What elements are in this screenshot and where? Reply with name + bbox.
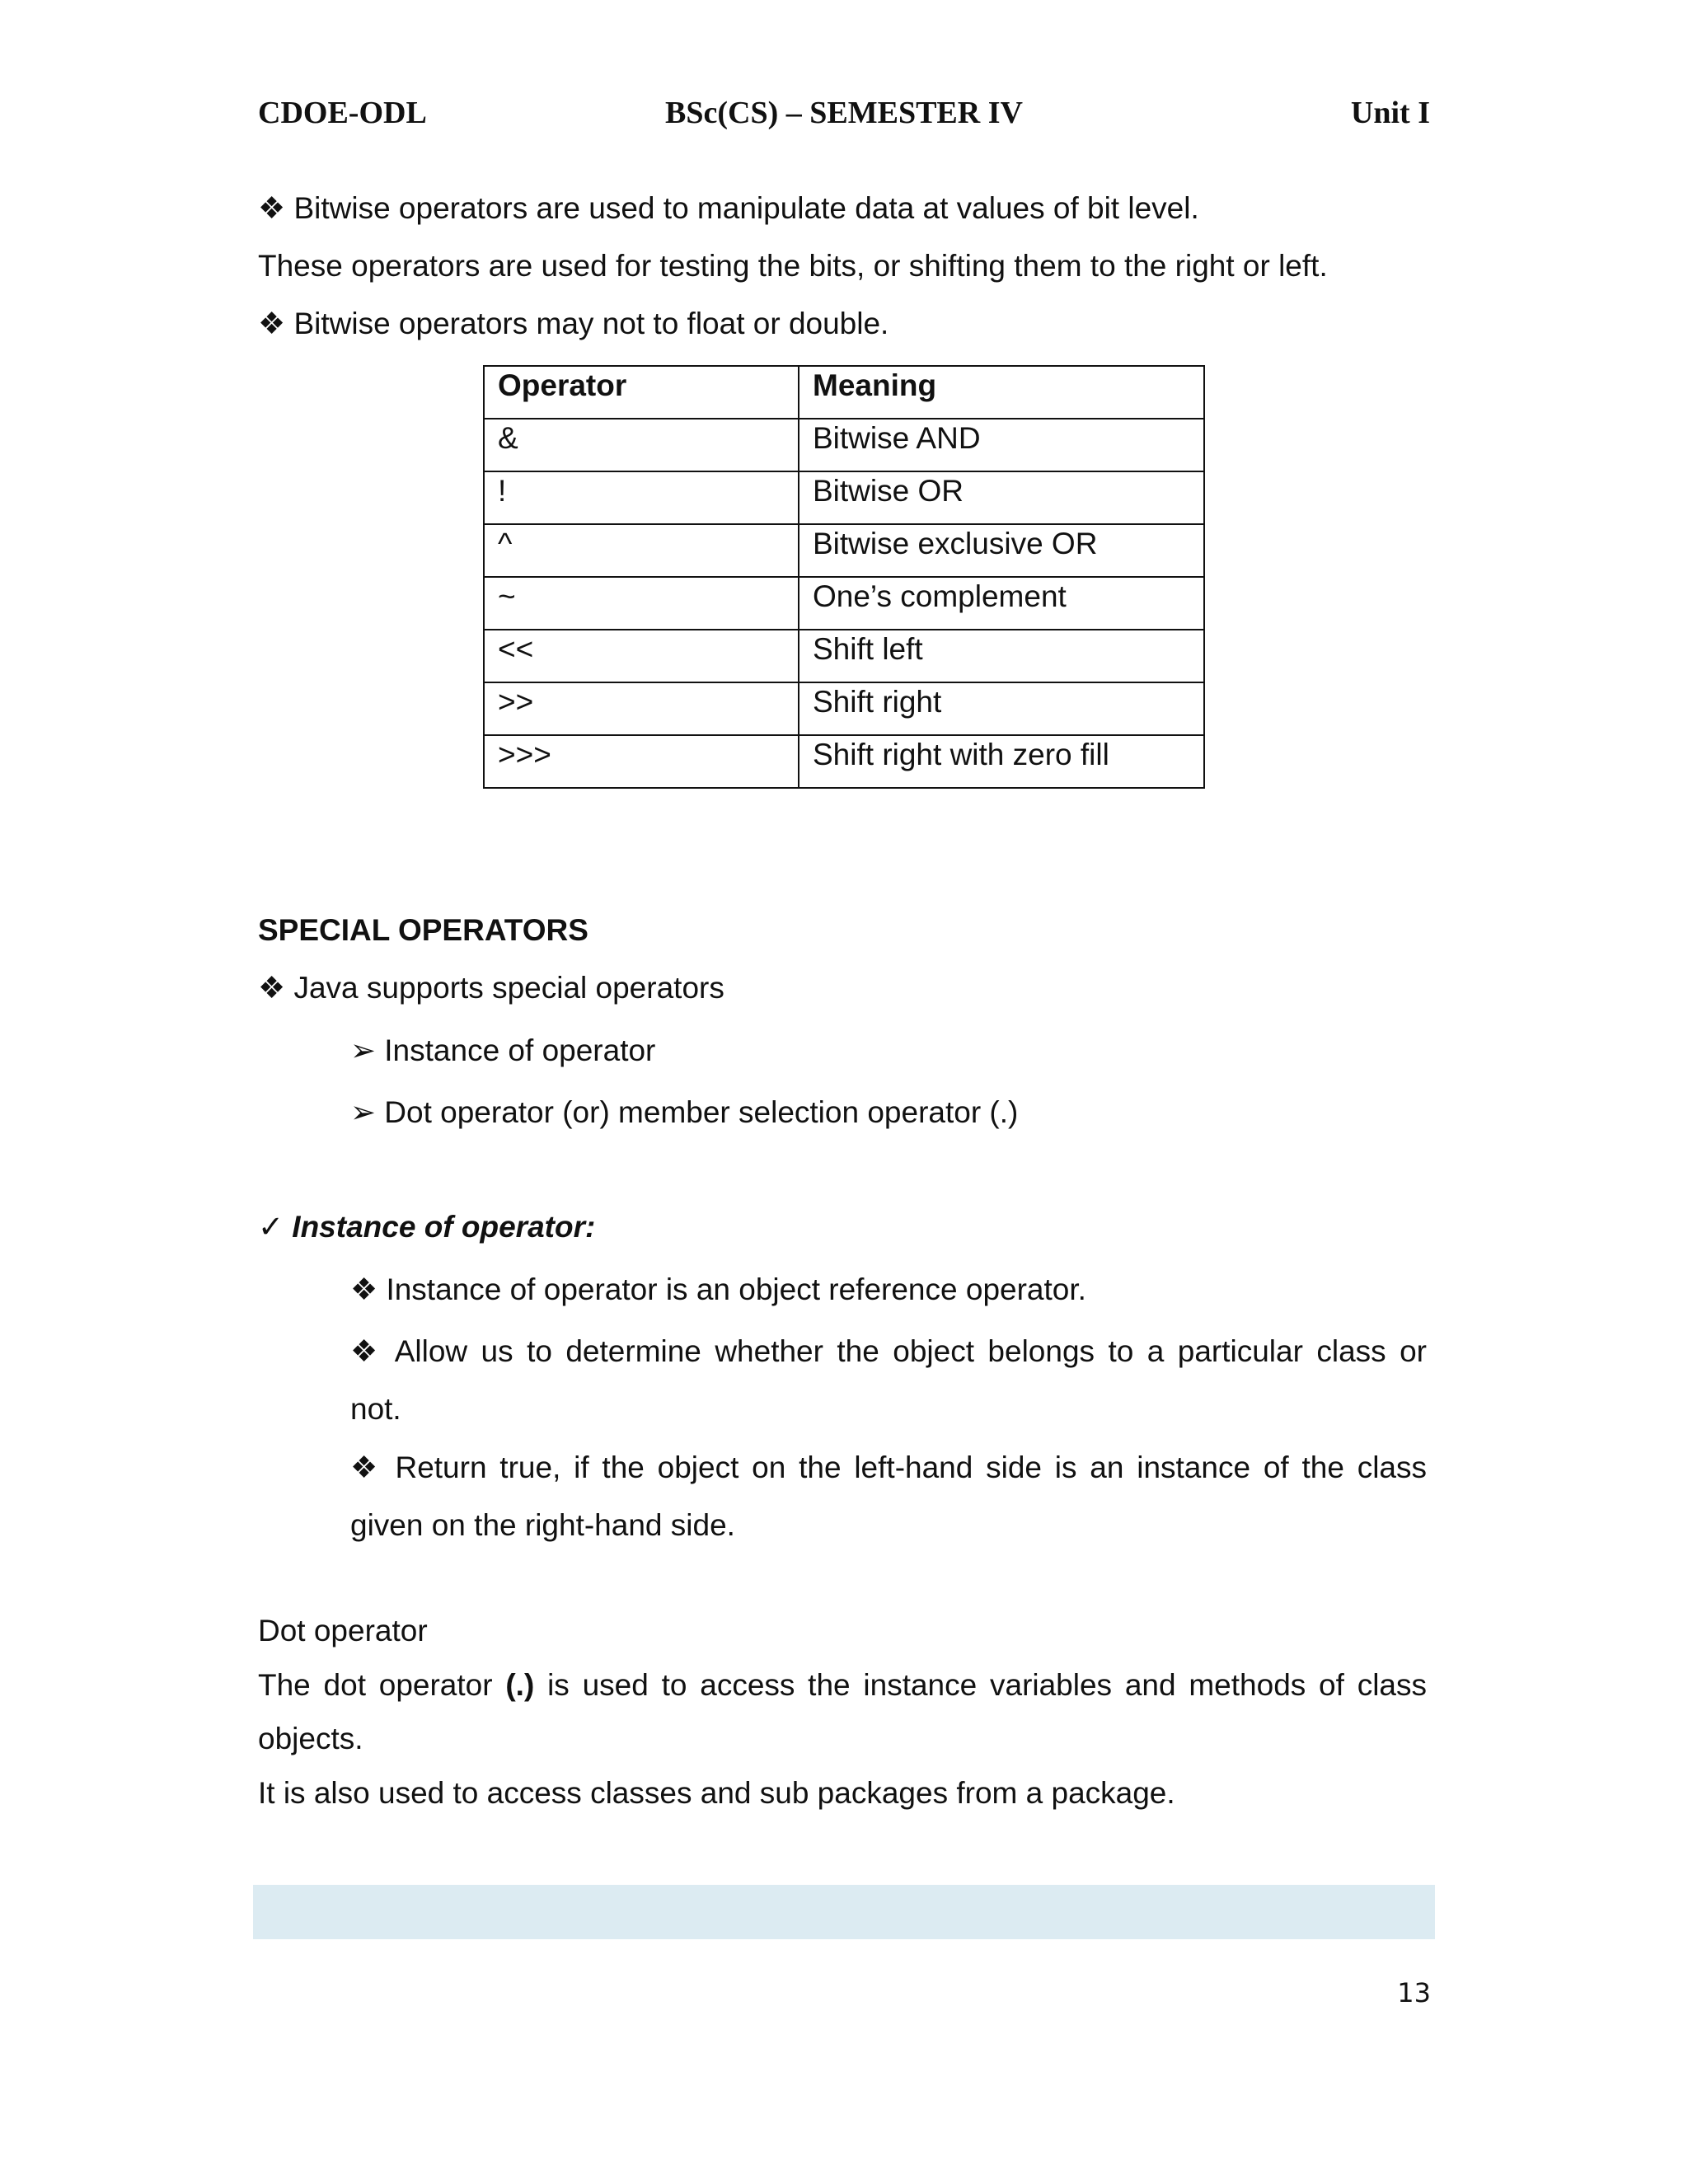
instance-of-heading <box>258 1208 595 1246</box>
instance-of-bullet-2: ❖ Allow us to determine whether the object belongs to a particular class or <box>350 1334 1427 1368</box>
page-number: 13 <box>1397 1977 1431 2008</box>
operator-cell: ^ <box>484 524 799 577</box>
instance-of-bullet-1: ❖ Instance of operator is an object reference operator. <box>350 1272 1086 1306</box>
dot-text-before: The dot operator <box>258 1668 506 1702</box>
checkmark-icon: ✓ <box>258 1210 293 1244</box>
special-operator-item: ➢ Instance of operator <box>350 1033 656 1067</box>
operator-cell: >>> <box>484 735 799 788</box>
table-header-cell: Operator <box>484 366 799 419</box>
instance-of-bullet-3-cont: given on the right-hand side. <box>350 1508 735 1542</box>
meaning-cell: Shift right with zero fill <box>799 735 1204 788</box>
dot-symbol: (.) <box>505 1668 535 1702</box>
instance-of-bullet-3: ❖ Return true, if the object on the left-hand side is an instance of the class <box>350 1451 1427 1484</box>
operator-cell: ~ <box>484 577 799 630</box>
meaning-cell: Shift right <box>799 682 1204 735</box>
header-right: Unit I <box>1350 96 1430 130</box>
table-header-cell: Meaning <box>799 366 1204 419</box>
table-row <box>484 735 1204 788</box>
table-row <box>484 471 1204 524</box>
table-row <box>484 577 1204 630</box>
bitwise-bullet-2: ❖ Bitwise operators may not to float or double. <box>258 307 889 340</box>
instance-of-bullet-2-cont: not. <box>350 1392 401 1426</box>
dot-operator-paragraph <box>258 1666 1427 1704</box>
special-operator-item: ➢ Dot operator (or) member selection operator (.) <box>350 1095 1019 1129</box>
operator-cell: >> <box>484 682 799 735</box>
table-row <box>484 682 1204 735</box>
table-row <box>484 419 1204 471</box>
table-row <box>484 524 1204 577</box>
bitwise-paragraph: These operators are used for testing the bits, or shifting them to the right or left. <box>258 249 1328 283</box>
operator-cell: & <box>484 419 799 471</box>
meaning-cell: Bitwise OR <box>799 471 1204 524</box>
header-center: BSc(CS) – SEMESTER IV <box>665 96 1023 130</box>
table-header-row <box>484 366 1204 419</box>
operator-cell: ! <box>484 471 799 524</box>
meaning-cell: Shift left <box>799 630 1204 682</box>
header-left: CDOE-ODL <box>258 96 427 130</box>
dot-operator-paragraph-cont: objects. <box>258 1722 363 1755</box>
footer-band <box>253 1885 1435 1939</box>
special-operators-intro: ❖ Java supports special operators <box>258 971 724 1005</box>
meaning-cell: One’s complement <box>799 577 1204 630</box>
bitwise-bullet-1: ❖ Bitwise operators are used to manipulate data at values of bit level. <box>258 191 1199 225</box>
meaning-cell: Bitwise AND <box>799 419 1204 471</box>
bitwise-operators-table <box>483 365 1205 789</box>
table-row <box>484 630 1204 682</box>
meaning-cell: Bitwise exclusive OR <box>799 524 1204 577</box>
operator-cell: << <box>484 630 799 682</box>
dot-text-after: is used to access the instance variables and methods of class <box>534 1668 1427 1702</box>
instance-of-heading-text: Instance of operator: <box>292 1210 596 1244</box>
dot-operator-heading: Dot operator <box>258 1614 428 1647</box>
dot-operator-paragraph-2: It is also used to access classes and sub packages from a package. <box>258 1776 1175 1810</box>
special-operators-heading: SPECIAL OPERATORS <box>258 913 588 947</box>
